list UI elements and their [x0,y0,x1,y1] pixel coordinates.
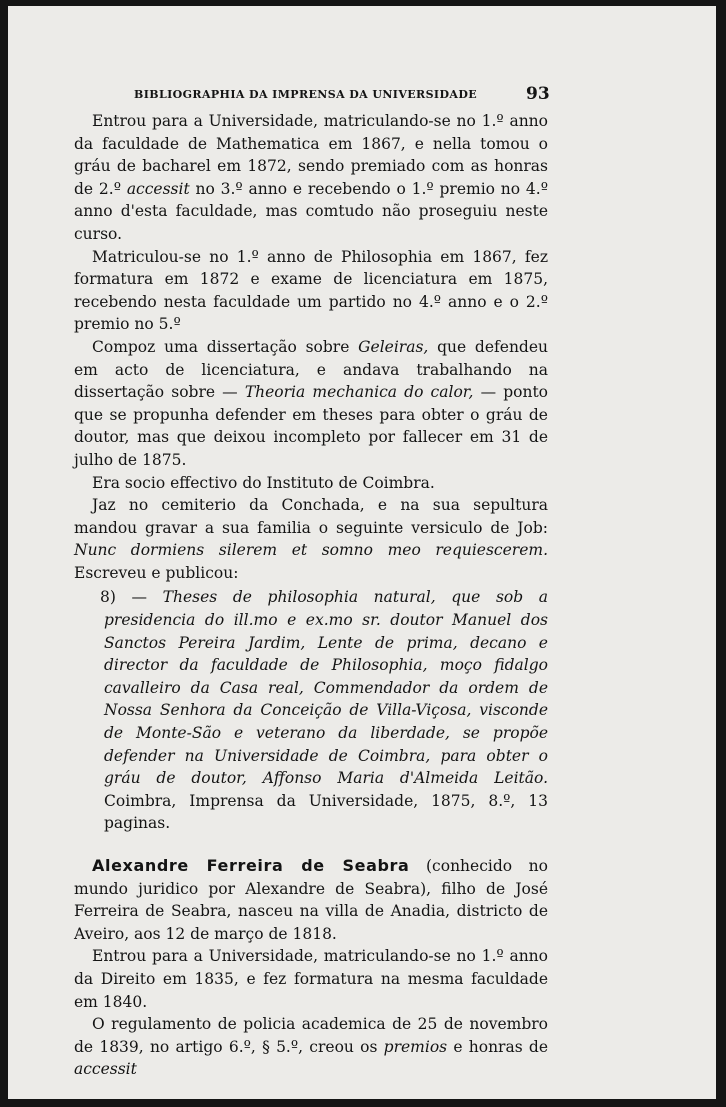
paragraph-sepultura: Jaz no cemiterio da Conchada, e na sua sepultura mandou gravar a sua familia o seguinte versiculo de Job: Nunc dormiens silerem et somno meo requiescerem. Escreveu e publicou: [74,496,548,582]
paragraph-matricula-mathematica: Entrou para a Universidade, matriculando-se no 1.º anno da faculdade de Mathematica em 1867, e nella tomou o gráu de bacharel em 1872, sendo premiado com as honras de 2.º accessit no 3.º anno e recebendo o 1.º premio no 4.º anno d'esta faculdade, mas comtudo não proseguiu neste curso. [74,112,548,243]
header-title: BIBLIOGRAPHIA DA IMPRENSA DA UNIVERSIDADE [134,88,478,101]
paragraph-regulamento: O regulamento de policia academica de 25 de novembro de 1839, no artigo 6.º, § 5.º, creou os premios e honras de accessit [74,1015,548,1079]
bibliography-entry: 8) — Theses de philosophia natural, que sob a presidencia do ill.mo e ex.mo sr. doutor Manuel dos Sanctos Pereira Jardim, Lente de prima, decano e director da faculdade de Philosophia, moço fidalgo cavalleiro da Casa real, Commendador da ordem de Nossa Senhora da Conceição de Villa-Viçosa, visconde de Monte-São e veterano da liberdade, se propõe defender na Universidade de Coimbra, para obter o gráu de doutor, Affonso Maria d'Almeida Leitão. Coimbra, Imprensa da Universidade, 1875, 8.º, 13 paginas. [100,588,548,833]
paragraph-author-seabra: Alexandre Ferreira de Seabra (conhecido no mundo juridico por Alexandre de Seabra), filho de José Ferreira de Seabra, nasceu na villa de Anadia, districto de Aveiro, aos 12 de março de 1818. [74,856,548,943]
running-header [74,86,548,110]
scan-border-bottom [0,1099,726,1107]
scan-border-left [0,0,8,1107]
paragraph-instituto: Era socio effectivo do Instituto de Coimbra. [92,473,435,492]
paragraph-dissertacao: Compoz uma dissertação sobre Geleiras, que defendeu em acto de licenciatura, e andava trabalhando na dissertação sobre — Theoria mechanica do calor, — ponto que se propunha defender em theses para obter o gráu de doutor, mas que deixou incompleto por fallecer em 31 de julho de 1875. [74,337,549,469]
paragraph-matricula-direito: Entrou para a Universidade, matriculando-se no 1.º anno da Direito em 1835, e fez formatura na mesma faculdade em 1840. [74,947,548,1011]
scan-border-right [716,0,726,1107]
paragraph-matricula-philosophia: Matriculou-se no 1.º anno de Philosophia em 1867, fez formatura em 1872 e exame de licenciatura em 1875, recebendo nesta faculdade um partido no 4.º anno e o 2.º premio no 5.º [74,247,548,334]
author-name: Alexandre Ferreira de Seabra [92,856,410,875]
page-number: 93 [526,84,550,104]
page-content [74,86,548,1081]
scan-border-top [0,0,726,6]
